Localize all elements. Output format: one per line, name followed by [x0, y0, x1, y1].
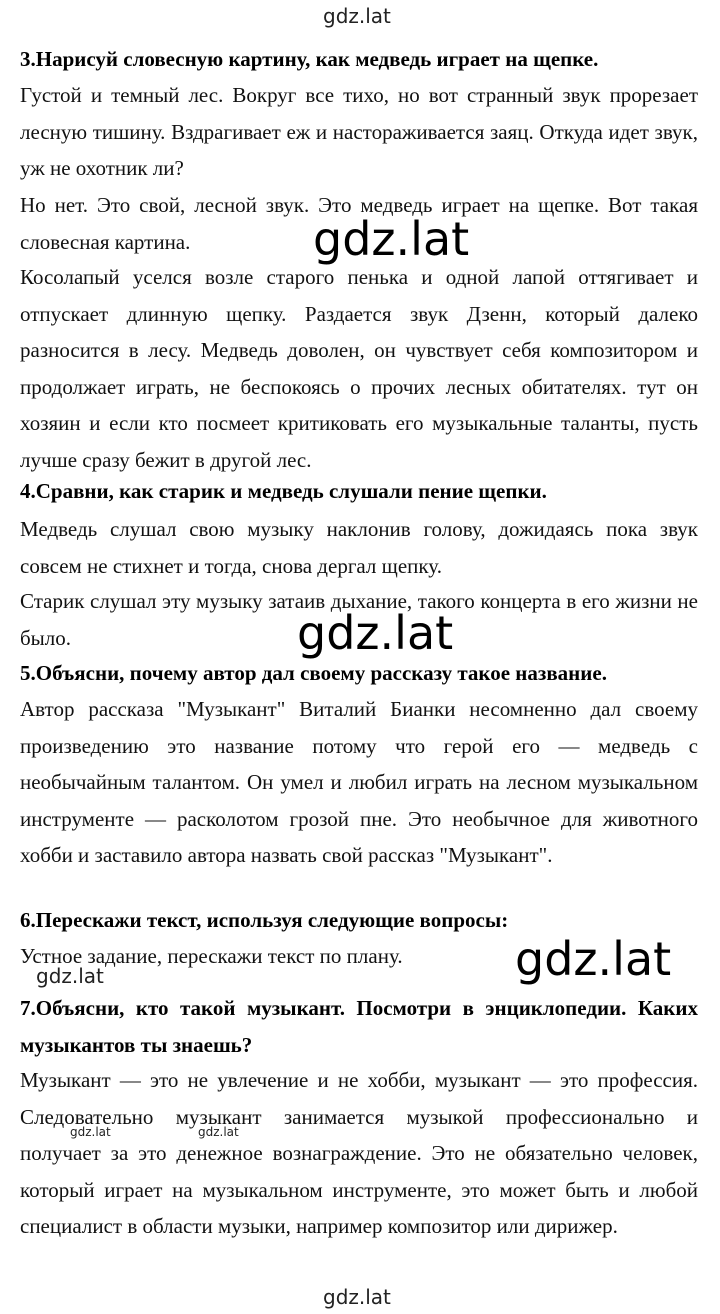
task-3-heading: 3.Нарисуй словесную картину, как медведь играет на щепке. — [20, 47, 599, 71]
task-3-paragraph-3: Косолапый уселся возле старого пенька и одной лапой оттягивает и отпускает длинную щепку. Раздается звук Дзенн, который далеко разносится в лесу. Медведь доволен, он чувствует себя композитором и продолжает играть, не беспокоясь о прочих лесных обитателях. тут он хозяин и если кто посмеет критиковать его музыкальные таланты, пусть лучше сразу бежит в другой лес. — [20, 265, 698, 472]
task-4-heading: 4.Сравни, как старик и медведь слушали пение щепки. — [20, 479, 547, 503]
watermark-large-2: gdz.lat — [297, 606, 454, 660]
watermark-small-2: gdz.lat — [198, 1125, 239, 1139]
watermark-top: gdz.lat — [323, 4, 391, 28]
task-3-paragraph-1: Густой и темный лес. Вокруг все тихо, но вот странный звук прорезает лесную тишину. Вздрагивает еж и настораживается заяц. Откуда идет звук, уж не охотник ли? — [20, 83, 698, 180]
watermark-small-1: gdz.lat — [70, 1125, 111, 1139]
watermark-medium-left: gdz.lat — [36, 964, 104, 988]
task-5-heading: 5.Объясни, почему автор дал своему рассказу такое название. — [20, 661, 607, 685]
task-7-paragraph-1: Музыкант — это не увлечение и не хобби, музыкант — это профессия. Следовательно музыкант занимается музыкой профессионально и получает за это денежное вознаграждение. Это не обязательно человек, который играет на музыкальном инструменте, это может быть и любой специалист в области музыки, например композитор или дирижер. — [20, 1068, 698, 1238]
task-7-heading: 7.Объясни, кто такой музыкант. Посмотри в энциклопедии. Каких музыкантов ты знаешь? — [20, 996, 698, 1057]
task-4-paragraph-1: Медведь слушал свою музыку наклонив голову, дожидаясь пока звук совсем не стихнет и тогда, снова дергал щепку. — [20, 517, 698, 578]
task-4-paragraph-2: Старик слушал эту музыку затаив дыхание, такого концерта в его жизни не было. — [20, 589, 698, 650]
watermark-large-3: gdz.lat — [515, 932, 672, 986]
task-3-paragraph-2: Но нет. Это свой, лесной звук. Это медведь играет на щепке. Вот такая словесная картина. — [20, 193, 698, 254]
task-5-paragraph-1: Автор рассказа "Музыкант" Виталий Бианки несомненно дал своему произведению это название потому что герой его — медведь с необычайным талантом. Он умел и любил играть на лесном музыкальном инструменте — расколотом грозой пне. Это необычное для животного хобби и заставило автора назвать свой рассказ "Музыкант". — [20, 697, 698, 867]
task-6-heading: 6.Перескажи текст, используя следующие вопросы: — [20, 908, 509, 932]
watermark-bottom: gdz.lat — [323, 1285, 391, 1309]
task-6-paragraph-1: Устное задание, перескажи текст по плану. — [20, 944, 403, 968]
watermark-large-1: gdz.lat — [313, 212, 470, 266]
